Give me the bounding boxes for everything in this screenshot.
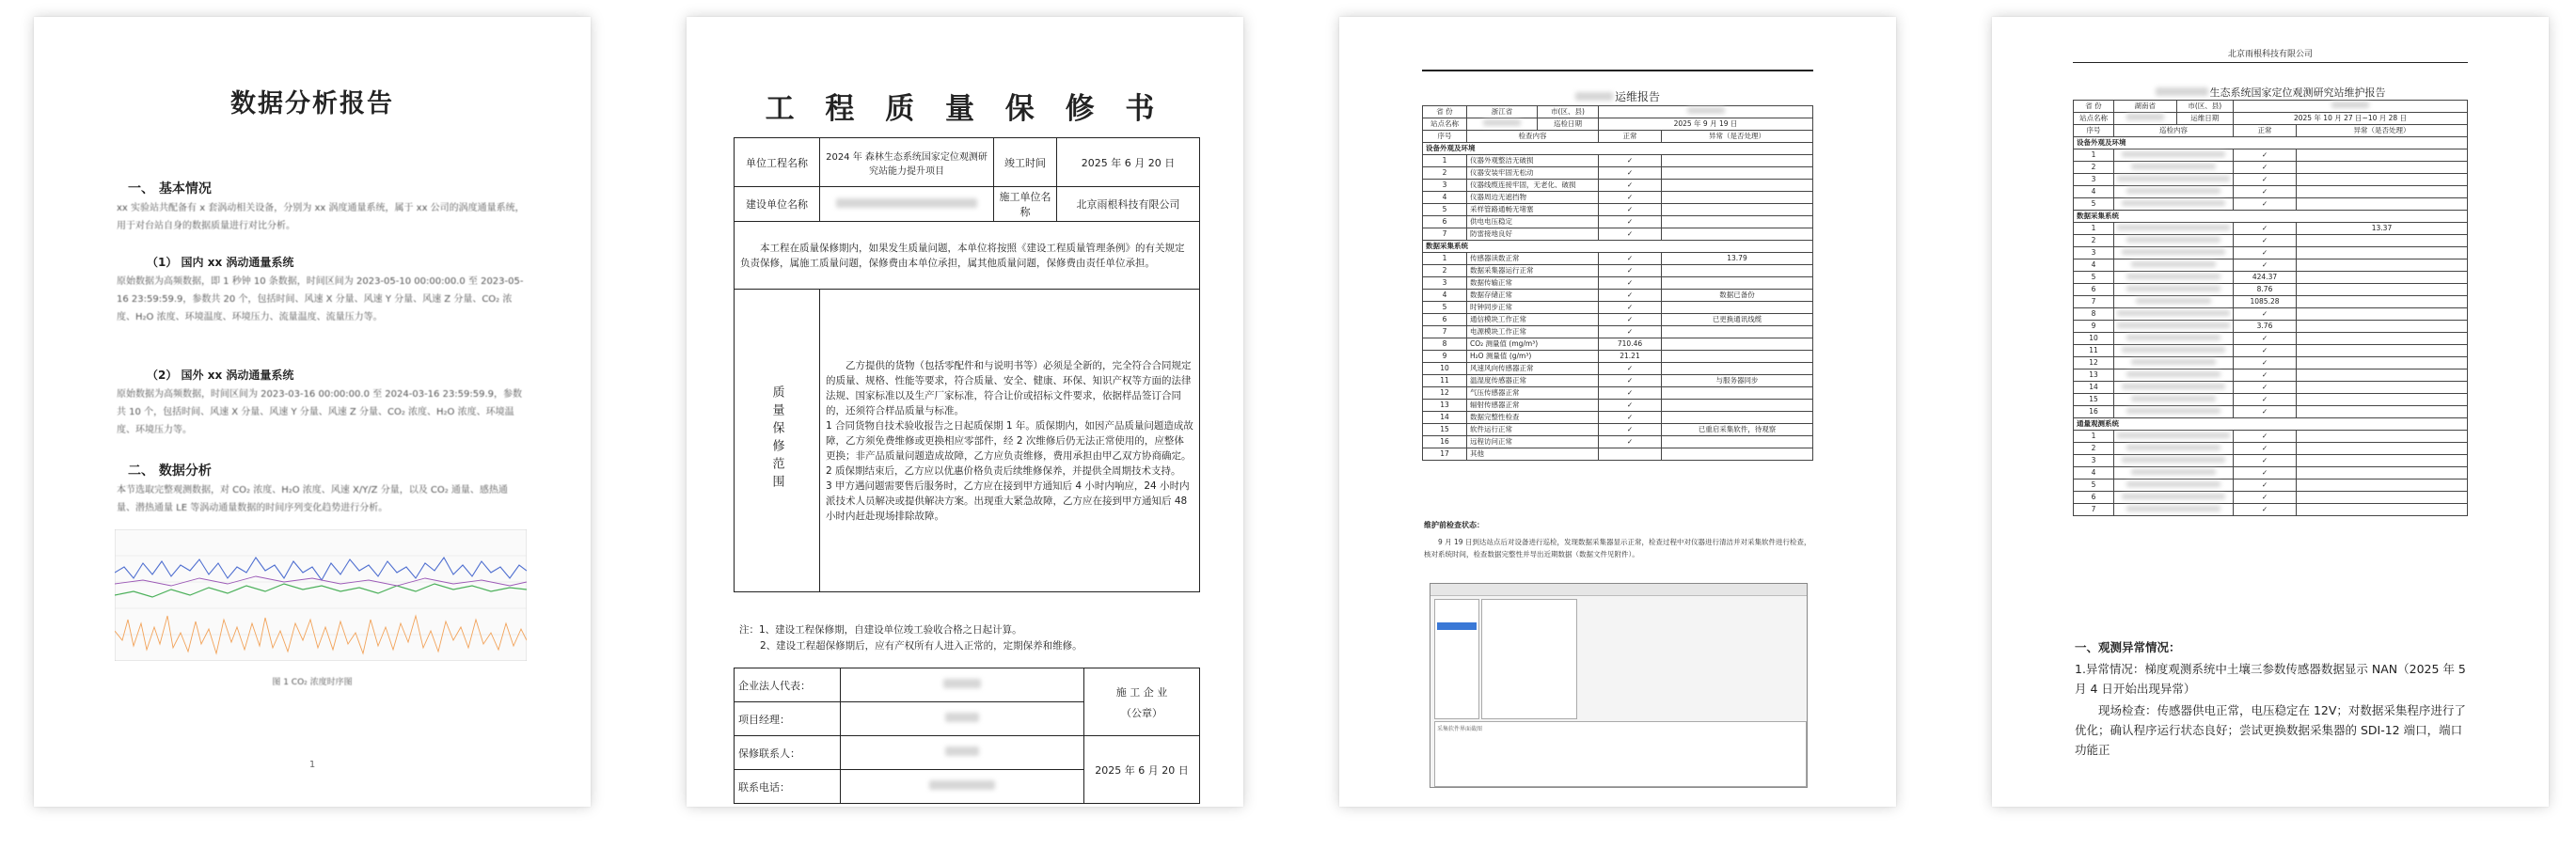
table-row: 2 仪器安装牢固无松动 ✓ [1423, 167, 1813, 180]
item-label: CO₂ 测量值 (mg/m³) [1467, 338, 1599, 351]
redaction-mark [2131, 164, 2216, 169]
group-rows [2074, 223, 2468, 418]
section-heading: 二、 数据分析 [128, 464, 212, 479]
remark: 与服务器同步 [1662, 375, 1813, 387]
time-series-chart [115, 529, 527, 661]
redaction-mark [2126, 506, 2220, 511]
cell-value: 2025 年 10 月 27 日~10 月 28 日 [2234, 113, 2468, 125]
measured-value: 424.37 [2234, 272, 2297, 284]
company-label: 施 工 企 业 [1115, 685, 1168, 699]
check-mark: ✓ [2234, 394, 2297, 406]
scope-paragraph: 2 质保期结束后，乙方应以优惠价格负责后续维修保养，并提供全周期技术支持。 [826, 464, 1181, 477]
item-label: 辐射传感器正常 [1467, 400, 1599, 412]
table-row: 3 ✓ [2074, 455, 2468, 467]
check-mark: ✓ [2234, 162, 2297, 174]
redaction-mark [2126, 481, 2220, 487]
check-mark: ✓ [2234, 235, 2297, 247]
cell-redacted [2114, 113, 2177, 125]
cell-redacted [820, 187, 994, 222]
table-row: 5 424.37 [2074, 272, 2468, 284]
item-label: 数据完整性检查 [1467, 412, 1599, 424]
cell-label: 市(区、县) [1538, 106, 1599, 118]
scope-paragraph: 3 甲方遇问题需要售后服务时，乙方应在接到甲方通知后 4 小时内响应，24 小时内派技术人员解决或提供解决方案。出现重大紧急故障，乙方应在接到甲方通知后 48 小时内赶赴现场排除故障。 [826, 480, 1190, 522]
check-mark: ✓ [2234, 431, 2297, 443]
note-line: 2、建设工程超保修期后，应有产权所有人进入正常的，定期保养和维修。 [760, 640, 1083, 652]
item-label: 数据存储正常 [1467, 290, 1599, 302]
table-row: 8 ✓ [2074, 308, 2468, 321]
section-heading: 一、 基本情况 [128, 181, 212, 197]
column-header: 异常（是否处理） [1662, 131, 1813, 143]
check-mark: ✓ [2234, 369, 2297, 382]
check-mark: ✓ [2234, 382, 2297, 394]
redaction-mark [1483, 119, 1521, 126]
item-label: 其他 [1467, 448, 1599, 461]
item-label: 仪器外观整洁无破损 [1467, 155, 1599, 167]
signature-table [734, 668, 1200, 804]
page-title: 数据分析报告 [230, 89, 394, 118]
column-header: 异常（是否处理） [2297, 125, 2468, 137]
check-mark: ✓ [1599, 326, 1662, 338]
redaction-mark [1575, 92, 1613, 101]
cell-redacted [841, 668, 1084, 702]
cell-completion-date: 2025 年 6 月 20 日 [1057, 138, 1200, 187]
cell-label: 竣工时间 [994, 138, 1057, 187]
redaction-mark [2126, 237, 2220, 243]
cell-project-name: 2024 年 森林生态系统国家定位观测研究站能力提升项目 [820, 138, 994, 187]
item-label: 电源模块工作正常 [1467, 326, 1599, 338]
redaction-mark [2117, 432, 2230, 438]
redaction-mark [2131, 396, 2216, 401]
cell-redacted [841, 770, 1084, 804]
check-mark: ✓ [1599, 387, 1662, 400]
check-mark: ✓ [1599, 302, 1662, 314]
redaction-mark [2122, 457, 2225, 463]
check-mark: ✓ [2234, 345, 2297, 357]
scope-label: 质量保修范围 [769, 385, 784, 493]
check-mark: ✓ [2234, 467, 2297, 480]
check-mark: ✓ [2234, 455, 2297, 467]
redaction-mark [2126, 445, 2220, 450]
seal-label: （公章） [1121, 706, 1162, 719]
column-header: 检查内容 [1467, 131, 1599, 143]
check-mark: ✓ [1599, 400, 1662, 412]
check-mark: ✓ [2234, 333, 2297, 345]
measured-value: 21.21 [1599, 351, 1662, 363]
paragraph: 原始数据为高频数据，即 1 秒钟 10 条数据，时间区间为 2023-05-10 00:00:00.0 至 2023-05-16 23:59:59.9，参数共 20 个，包括时间、风速 X 分量、风速 Y 分量、风速 Z 分量、CO₂ 浓度、H₂O 浓度、环境温度、环境压力、流量温度、流量压力等。 [117, 276, 524, 322]
paragraph: 1.异常情况：梯度观测系统中土壤三参数传感器数据显示 NAN（2025 年 5 月 4 日开始出现异常） [2075, 662, 2466, 696]
table-row: 17 其他 [1423, 448, 1813, 461]
page-title [1992, 85, 2549, 100]
title-text: 运维报告 [1614, 90, 1660, 103]
redaction-mark [2331, 102, 2369, 108]
group-row: 通量观测系统 [2074, 418, 2468, 431]
table-row: 4 ✓ [2074, 259, 2468, 272]
table-row: 14 ✓ [2074, 382, 2468, 394]
column-header: 正常 [1599, 131, 1662, 143]
redaction-mark [2156, 87, 2208, 96]
check-mark: ✓ [2234, 223, 2297, 235]
report-page-maintenance[interactable] [1339, 17, 1896, 807]
remark: 已更换通讯线缆 [1662, 314, 1813, 326]
item-label: 数据传输正常 [1467, 277, 1599, 290]
check-mark: ✓ [2234, 357, 2297, 369]
warranty-table [734, 137, 1200, 592]
check-mark: ✓ [2234, 308, 2297, 321]
measured-value: 8.76 [2234, 284, 2297, 296]
redaction-mark [929, 780, 995, 790]
column-header: 正常 [2234, 125, 2297, 137]
table-row: 3 ✓ [2074, 174, 2468, 186]
item-label: 防雷接地良好 [1467, 228, 1599, 241]
table-row: 16 远程访问正常 ✓ [1423, 436, 1813, 448]
check-mark: ✓ [2234, 443, 2297, 455]
measured-value: 1085.28 [2234, 296, 2297, 308]
title-text: 生态系统国家定位观测研究站维护报告 [2209, 86, 2386, 99]
table-row: 1 ✓ 13.37 [2074, 223, 2468, 235]
item-label: 采样管路通畅无堵塞 [1467, 204, 1599, 216]
item-label: 远程访问正常 [1467, 436, 1599, 448]
table-row: 11 温湿度传感器正常 ✓ 与服务器同步 [1423, 375, 1813, 387]
table-row: 6 8.76 [2074, 284, 2468, 296]
check-mark: ✓ [1599, 192, 1662, 204]
report-page-warranty[interactable] [687, 17, 1243, 807]
figure-caption: 图 1 CO₂ 浓度时序图 [272, 678, 353, 687]
redaction-mark [2126, 335, 2220, 340]
sub-heading: （1） 国内 xx 涡动通量系统 [147, 256, 294, 269]
report-page-data-analysis[interactable] [34, 17, 591, 807]
check-mark: ✓ [1599, 265, 1662, 277]
redaction-mark [2131, 469, 2216, 475]
table-row: 5 时钟同步正常 ✓ [1423, 302, 1813, 314]
redaction-mark [2122, 200, 2225, 206]
table-row: 6 供电电压稳定 ✓ [1423, 216, 1813, 228]
check-mark: ✓ [1599, 363, 1662, 375]
redaction-mark [945, 747, 979, 756]
table-row: 5 ✓ [2074, 480, 2468, 492]
scope-paragraph: 乙方提供的货物（包括零配件和与说明书等）必须是全新的，完全符合合同规定的质量、规格、性能等要求，符合质量、安全、健康、环保、知识产权等方面的法律法规、国家标准以及生产厂家标准，符合让价或招标文件要求，依据样品签订合同的，还须符合样品质量与标准。 [826, 359, 1192, 417]
item-label: 时钟同步正常 [1467, 302, 1599, 314]
table-row: 4 数据存储正常 ✓ 数据已备份 [1423, 290, 1813, 302]
group-rows [2074, 149, 2468, 211]
cell-redacted [1599, 106, 1813, 118]
screenshot-selected-node [1437, 622, 1477, 630]
check-mark: ✓ [1599, 167, 1662, 180]
cell-label: 市(区、县) [2176, 101, 2233, 113]
group-row: 数据采集系统 [2074, 211, 2468, 223]
measured-value: 3.76 [2234, 321, 2297, 333]
redaction-mark [2126, 114, 2164, 120]
table-row: 1 ✓ [2074, 431, 2468, 443]
check-mark: ✓ [2234, 406, 2297, 418]
page-title [1339, 88, 1896, 104]
item-label: 温湿度传感器正常 [1467, 375, 1599, 387]
cell-label: 联系电话： [735, 770, 841, 804]
cell-label: 建设单位名称 [735, 187, 820, 222]
page-number: 1 [308, 760, 316, 770]
redaction-mark [945, 713, 979, 722]
table-row: 4 ✓ [2074, 467, 2468, 480]
redaction-mark [2136, 298, 2211, 304]
table-row: 9 H₂O 测量值 (g/m³) 21.21 [1423, 351, 1813, 363]
screenshot-tree-panel [1434, 599, 1479, 719]
table-row: 11 ✓ [2074, 345, 2468, 357]
company-header: 北京雨根科技有限公司 [2227, 50, 2313, 59]
item-label: 数据采集器运行正常 [1467, 265, 1599, 277]
check-mark: ✓ [2234, 149, 2297, 162]
paragraph: 本节选取完整观测数据，对 CO₂ 浓度、H₂O 浓度、风速 X/Y/Z 分量，以及 CO₂ 通量、感热通量、潜热通量 LE 等涡动通量数据的时间序列变化趋势进行分析。 [117, 485, 508, 513]
table-row: 8 CO₂ 测量值 (mg/m³) 710.46 [1423, 338, 1813, 351]
redaction-mark [2126, 188, 2220, 194]
table-row: 6 ✓ [2074, 492, 2468, 504]
table-row: 15 软件运行正常 ✓ 已重启采集软件，待观察 [1423, 424, 1813, 436]
warranty-promise: 本工程在质量保修期内，如果发生质量问题，本单位将按照《建设工程质量管理条例》的有关规定负责保修，属施工质量问题，保修费由本单位承担，属其他质量问题，保修费由责任单位承担。 [735, 222, 1200, 290]
redaction-mark [2122, 151, 2225, 157]
table-row: 2 ✓ [2074, 235, 2468, 247]
item-label: 仪器安装牢固无松动 [1467, 167, 1599, 180]
table-row: 3 仪器线缆连接牢固，无老化、破损 ✓ [1423, 180, 1813, 192]
screenshot-toolbar [1430, 584, 1807, 596]
screenshot-log-panel: 采集软件界面截图 [1434, 721, 1807, 787]
item-label: H₂O 测量值 (g/m³) [1467, 351, 1599, 363]
remark: 13.37 [2297, 223, 2468, 235]
table-row: 14 数据完整性检查 ✓ [1423, 412, 1813, 424]
cell-contractor: 北京雨根科技有限公司 [1057, 187, 1200, 222]
redaction-mark [2122, 494, 2225, 499]
check-mark: ✓ [2234, 259, 2297, 272]
redaction-mark [2126, 371, 2220, 377]
cell-label: 企业法人代表： [735, 668, 841, 702]
redaction-mark [2117, 225, 2230, 230]
cell-label: 项目经理： [735, 702, 841, 736]
cell-value: 湖南省 [2114, 101, 2177, 113]
check-mark: ✓ [1599, 314, 1662, 326]
section-heading: 维护前检查状态： [1424, 521, 1484, 529]
group-row: 数据采集系统 [1423, 241, 1813, 253]
group-row: 设备外观及环境 [1423, 143, 1813, 155]
cell-label: 站点名称 [1423, 118, 1467, 131]
table-row: 9 3.76 [2074, 321, 2468, 333]
redaction-mark [2126, 274, 2220, 279]
scope-content [820, 290, 1200, 592]
cell-redacted [2234, 101, 2468, 113]
cell-label: 单位工程名称 [735, 138, 820, 187]
cell-label: 保修联系人： [735, 736, 841, 770]
cell-label: 省 份 [1423, 106, 1467, 118]
check-mark: ✓ [1599, 375, 1662, 387]
cell-label: 省 份 [2074, 101, 2114, 113]
table-row: 1 传感器读数正常 ✓ 13.79 [1423, 253, 1813, 265]
check-mark: ✓ [2234, 504, 2297, 516]
table-row: 15 ✓ [2074, 394, 2468, 406]
cell-label: 站点名称 [2074, 113, 2114, 125]
cell-redacted [841, 736, 1084, 770]
item-label: 气压传感器正常 [1467, 387, 1599, 400]
redaction-mark [2117, 322, 2230, 328]
item-label: 传感器读数正常 [1467, 253, 1599, 265]
scope-label-cell [735, 290, 820, 592]
table-row: 5 采样管路通畅无堵塞 ✓ [1423, 204, 1813, 216]
header-rule [2073, 62, 2468, 63]
check-mark: ✓ [2234, 186, 2297, 198]
cell-date: 2025 年 6 月 20 日 [1084, 736, 1200, 804]
table-row: 2 ✓ [2074, 162, 2468, 174]
redaction-mark [2117, 310, 2230, 316]
check-mark: ✓ [1599, 436, 1662, 448]
sub-heading: （2） 国外 xx 涡动通量系统 [147, 369, 294, 382]
measured-value: 710.46 [1599, 338, 1662, 351]
redaction-mark [2131, 261, 2216, 267]
software-screenshot [1430, 583, 1808, 788]
table-row: 10 风速风向传感器正常 ✓ [1423, 363, 1813, 375]
cell-label: 运维日期 [2176, 113, 2233, 125]
item-label: 供电电压稳定 [1467, 216, 1599, 228]
table-row: 13 辐射传感器正常 ✓ [1423, 400, 1813, 412]
table-row: 5 ✓ [2074, 198, 2468, 211]
table-row: 12 气压传感器正常 ✓ [1423, 387, 1813, 400]
table-row: 10 ✓ [2074, 333, 2468, 345]
redaction-mark [943, 679, 981, 688]
table-row: 6 通信模块工作正常 ✓ 已更换通讯线缆 [1423, 314, 1813, 326]
table-row: 7 电源模块工作正常 ✓ [1423, 326, 1813, 338]
check-mark: ✓ [1599, 412, 1662, 424]
cell-redacted [1467, 118, 1538, 131]
table-row: 7 防雷接地良好 ✓ [1423, 228, 1813, 241]
check-mark: ✓ [2234, 480, 2297, 492]
remark: 数据已备份 [1662, 290, 1813, 302]
company-seal-cell [1084, 668, 1200, 736]
table-row: 13 ✓ [2074, 369, 2468, 382]
check-mark: ✓ [2234, 174, 2297, 186]
section-heading: 一、观测异常情况： [2075, 640, 2181, 654]
group-row: 设备外观及环境 [2074, 137, 2468, 149]
redaction-mark [1687, 107, 1725, 114]
cell-label: 施工单位名称 [994, 187, 1057, 222]
check-mark: ✓ [1599, 228, 1662, 241]
redaction-mark [2131, 359, 2216, 365]
redaction-mark [2122, 249, 2225, 255]
maintenance-table [2073, 100, 2468, 516]
screenshot-data-grid [1481, 599, 1577, 719]
remark: 13.79 [1662, 253, 1813, 265]
cell-value: 浙江省 [1467, 106, 1538, 118]
column-header: 巡检内容 [2114, 125, 2234, 137]
item-label: 通信模块工作正常 [1467, 314, 1599, 326]
table-row: 12 ✓ [2074, 357, 2468, 369]
scope-paragraph: 1 合同货物自技术验收报告之日起质保期 1 年。质保期内，如因产品质量问题造成故障，乙方须免费维修或更换相应零部件，经 2 次维修后仍无法正常使用的，应整体更换；非产品质量问题造成故障，乙方应负责维修，费用承担由甲乙双方协商确定。 [826, 419, 1193, 462]
item-label: 风速风向传感器正常 [1467, 363, 1599, 375]
page-title: 工 程 质 量 保 修 书 [765, 92, 1165, 126]
check-mark: ✓ [2234, 247, 2297, 259]
cell-label: 巡检日期 [1538, 118, 1599, 131]
check-mark: ✓ [1599, 277, 1662, 290]
redaction-mark [2117, 176, 2230, 181]
remark: 已重启采集软件，待观察 [1662, 424, 1813, 436]
table-row: 4 仪器周边无遮挡物 ✓ [1423, 192, 1813, 204]
table-row: 3 ✓ [2074, 247, 2468, 259]
check-mark: ✓ [1599, 180, 1662, 192]
table-row: 4 ✓ [2074, 186, 2468, 198]
table-row: 16 ✓ [2074, 406, 2468, 418]
table-row: 1 仪器外观整洁无破损 ✓ [1423, 155, 1813, 167]
item-label: 仪器周边无遮挡物 [1467, 192, 1599, 204]
note-line: 注：1、建设工程保修期，自建设单位竣工验收合格之日起计算。 [739, 624, 1022, 636]
inspection-table [1422, 105, 1813, 461]
table-row: 7 ✓ [2074, 504, 2468, 516]
column-header: 序号 [2074, 125, 2114, 137]
table-row: 2 ✓ [2074, 443, 2468, 455]
table-row: 7 1085.28 [2074, 296, 2468, 308]
check-mark: ✓ [1599, 204, 1662, 216]
header-rule [1422, 70, 1813, 71]
paragraph: xx 实验站共配备有 x 套涡动相关设备，分别为 xx 涡度通量系统，属于 xx 公司的涡度通量系统，用于对台站自身的数据质量进行对比分析。 [117, 203, 525, 231]
group-rows [2074, 431, 2468, 516]
check-mark: ✓ [1599, 216, 1662, 228]
redaction-mark [836, 198, 977, 208]
paragraph: 原始数据为高频数据，时间区间为 2023-03-16 00:00:00.0 至 2024-03-16 23:59:59.9，参数共 10 个，包括时间、风速 X 分量、风速 Y 分量、风速 Z 分量、CO₂ 浓度、H₂O 浓度、环境温度、环境压力等。 [117, 389, 523, 435]
item-label: 软件运行正常 [1467, 424, 1599, 436]
paragraph: 9 月 19 日到达站点后对设备进行巡检，发现数据采集器显示正常，检查过程中对仪器进行清洁并对采集软件进行检查，核对系统时间，检查数据完整性并导出近期数据（数据文件见附件）。 [1424, 538, 1811, 558]
redaction-mark [2126, 408, 2220, 414]
table-row: 3 数据传输正常 ✓ [1423, 277, 1813, 290]
check-mark: ✓ [1599, 290, 1662, 302]
check-mark: ✓ [1599, 424, 1662, 436]
table-row: 2 数据采集器运行正常 ✓ [1423, 265, 1813, 277]
check-mark: ✓ [2234, 198, 2297, 211]
item-label: 仪器线缆连接牢固，无老化、破损 [1467, 180, 1599, 192]
redaction-mark [2122, 384, 2225, 389]
check-mark: ✓ [1599, 155, 1662, 167]
check-mark: ✓ [1599, 253, 1662, 265]
redaction-mark [2126, 286, 2220, 291]
report-page-station-maintenance[interactable] [1992, 17, 2549, 807]
paragraph: 现场检查：传感器供电正常，电压稳定在 12V；对数据采集程序进行了优化；确认程序运行状态良好；尝试更换数据采集器的 SDI-12 端口，端口功能正 [2075, 703, 2466, 757]
redaction-mark [2122, 347, 2225, 353]
cell-value: 2025 年 9 月 19 日 [1599, 118, 1813, 131]
cell-redacted [841, 702, 1084, 736]
table-row: 1 ✓ [2074, 149, 2468, 162]
column-header: 序号 [1423, 131, 1467, 143]
check-mark: ✓ [2234, 492, 2297, 504]
